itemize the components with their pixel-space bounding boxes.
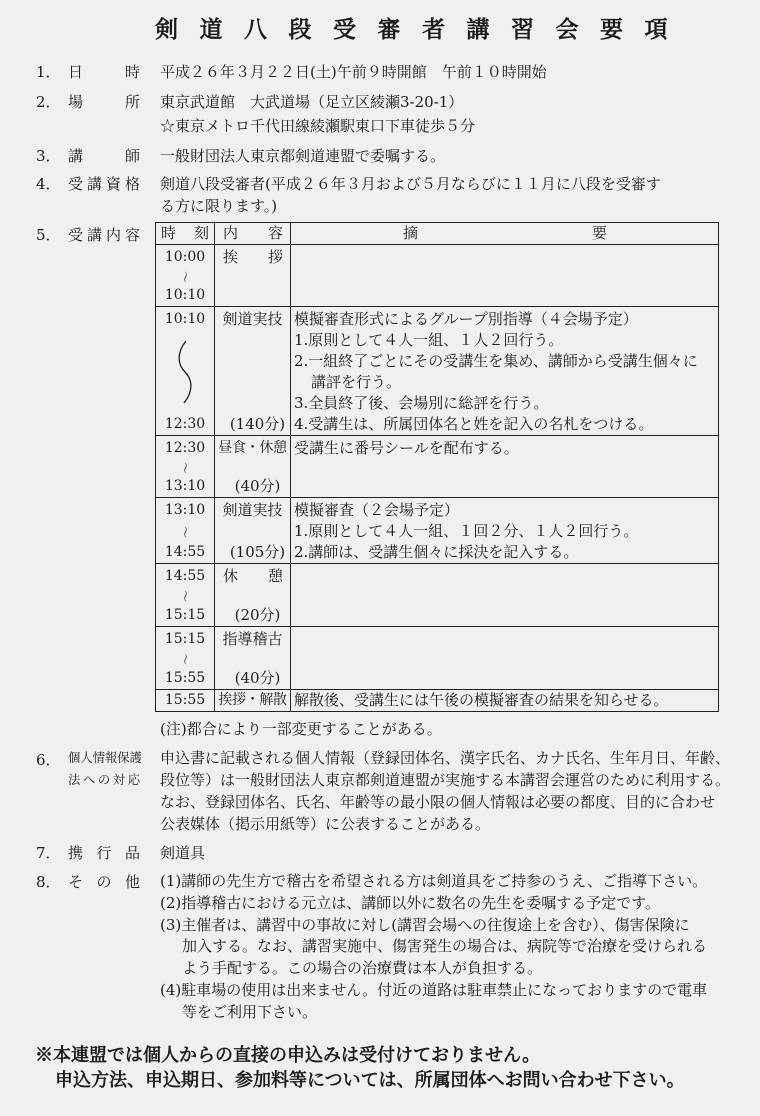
content-line: (2)指導稽古における元立は、講師以外に数名の先生を委嘱する予定です。	[160, 893, 661, 912]
item-name	[215, 248, 290, 267]
range-mark: 〜	[177, 270, 192, 283]
spread-char: の	[97, 773, 111, 787]
item-label	[68, 145, 140, 167]
time-cell	[156, 436, 215, 498]
time-cell	[156, 627, 215, 690]
item-duration: (40分)	[234, 669, 281, 687]
summary-cell	[291, 498, 719, 564]
end-time: 12:30	[164, 416, 206, 432]
summary-line: 模擬審査形式によるグループ別指導（４会場予定）	[294, 310, 638, 328]
long-range-mark	[176, 340, 194, 404]
spread-char: 法	[68, 773, 81, 787]
spread-char: 人	[80, 751, 93, 765]
spread-char: 対	[112, 773, 126, 787]
item-name: 剣道実技	[222, 501, 283, 519]
item-label	[68, 871, 140, 893]
item-number: 6．	[36, 751, 61, 769]
item-duration: (40分)	[234, 477, 281, 495]
spread-char: 所	[124, 93, 140, 111]
item-content	[160, 61, 547, 83]
summary-cell	[291, 436, 719, 498]
header-time	[156, 223, 215, 245]
end-time: 14:55	[164, 544, 206, 560]
item-other	[0, 871, 760, 1021]
item-label	[68, 842, 140, 864]
spread-char: 報	[104, 751, 118, 765]
spread-char: 要	[591, 224, 607, 242]
item-label-line	[68, 769, 140, 791]
item-name	[215, 567, 290, 586]
range-mark: 〜	[177, 525, 192, 538]
spread-char: 刻	[193, 224, 209, 242]
item-name: 剣道実技	[222, 310, 283, 328]
item-name: 昼食・休憩	[218, 440, 287, 456]
end-time: 15:15	[164, 607, 206, 623]
spread-char: 携	[68, 844, 84, 862]
content-line: (4)駐車場の使用は出来ません。付近の道路は駐車禁止になっておりますので電車	[160, 980, 708, 999]
document-title: 剣道八段受審者講習会要項	[155, 16, 689, 43]
summary-line: 講評を行う。	[311, 373, 402, 391]
spread-char: 行	[96, 844, 112, 862]
item-number: 5．	[36, 226, 61, 244]
summary-line: 受講生に番号シールを配布する。	[294, 439, 519, 457]
content-line: 平成２６年３月２２日(土)午前９時開館 午前１０時開始	[160, 63, 547, 81]
item-venue	[0, 90, 760, 135]
spread-char: 場	[68, 93, 84, 111]
range-mark: 〜	[177, 652, 192, 666]
content-line: 加入する。なお、講習実施中、傷害発生の場合は、病院等で治療を受けられる	[182, 937, 708, 956]
content-line: る方に限ります。)	[160, 197, 278, 215]
content-line: 剣道具	[160, 844, 206, 862]
item-content	[160, 90, 475, 138]
start-time: 13:10	[164, 502, 206, 518]
item-label-line	[68, 747, 140, 769]
summary-line: 2.一組終了ごとにその受講生を集め、講師から受講生個々に	[294, 352, 698, 370]
item-label	[68, 224, 140, 246]
spread-char: 他	[124, 873, 140, 891]
content-line: なお、登録団体名、氏名、年齢等の最小限の個人情報は必要の都度、目的に合わせ	[160, 793, 716, 811]
item-content	[160, 145, 445, 167]
time-cell	[156, 498, 215, 564]
item-number: 4．	[36, 175, 61, 193]
item-content	[160, 747, 730, 835]
summary-line: 2.講師は、受講生個々に採決を記入する。	[294, 543, 579, 561]
spread-char: 時	[124, 63, 140, 81]
content-line: ☆東京メトロ千代田線綾瀬駅東口下車徒歩５分	[160, 117, 476, 135]
spread-char: へ	[82, 773, 96, 787]
item-cell	[215, 498, 291, 564]
spread-char: 情	[92, 751, 105, 765]
item-label	[68, 90, 140, 114]
footer-notice	[35, 1043, 685, 1093]
item-number: 8．	[36, 873, 61, 891]
end-time: 13:10	[164, 478, 206, 494]
spread-char: 容	[267, 224, 283, 242]
summary-cell	[291, 307, 719, 436]
spread-char: 受	[68, 226, 84, 244]
range-mark: 〜	[177, 589, 192, 603]
summary-line: 1.原則として４人一組、１回２分、１人２回行う。	[294, 522, 639, 540]
content-line: (3)主催者は、講習中の事故に対し(講習会場への往復途上を含む）、傷害保険に	[160, 915, 690, 934]
start-time: 10:00	[164, 249, 206, 265]
spread-char: の	[96, 873, 112, 891]
content-line: 東京武道館 大武道場（足立区綾瀬3-20-1）	[160, 93, 464, 111]
summary-line: 模擬審査（２会場予定）	[294, 501, 460, 519]
footer-line: 申込方法、申込期日、参加料等については、所属団体へお問い合わせ下さい。	[55, 1070, 685, 1091]
end-time: 15:55	[164, 670, 206, 686]
spread-char: 日	[68, 63, 84, 81]
spread-char: 品	[124, 844, 140, 862]
content-line: よう手配する。この場合の治療費は本人が負担する。	[182, 959, 543, 978]
summary-line: 解散後、受講生には午後の模擬審査の結果を知らせる。	[294, 691, 669, 709]
item-cell	[215, 436, 291, 498]
spread-char: 拶	[267, 248, 283, 266]
time-cell	[156, 245, 215, 307]
item-cell	[215, 245, 291, 307]
start-time: 14:55	[164, 568, 206, 584]
item-date	[0, 61, 760, 85]
header-item	[215, 223, 291, 245]
spread-char: 内	[105, 226, 121, 244]
item-number: 2．	[36, 93, 61, 111]
schedule-table	[155, 222, 719, 712]
range-mark: 〜	[177, 461, 192, 474]
content-line: 申込書に記載される個人情報（登録団体名、漢字氏名、カナ氏名、生年月日、年齢、	[160, 749, 731, 767]
item-number: 1．	[36, 63, 61, 81]
item-cell	[215, 627, 291, 690]
time-cell	[156, 690, 215, 712]
content-line: 段位等）は一般財団法人東京都剣道連盟が実施する本講習会運営のために利用する。	[160, 771, 731, 789]
summary-cell	[291, 627, 719, 690]
spread-char: 師	[124, 147, 140, 165]
item-duration: (105分)	[229, 543, 286, 561]
summary-cell	[291, 245, 719, 307]
item-label	[68, 173, 140, 195]
spread-char: 応	[127, 773, 140, 787]
spread-char: 講	[68, 147, 84, 165]
item-privacy	[0, 747, 760, 833]
footer-line: ※本連盟では個人からの直接の申込みは受付けておりません。	[35, 1045, 541, 1066]
item-cell	[215, 564, 291, 627]
item-content	[160, 842, 205, 864]
spread-char: 講	[86, 175, 102, 193]
content-line: 公表媒体（掲示用紙等）に公表することがある。	[160, 815, 491, 833]
summary-line: 4.受講生は、所属団体名と姓を記入の名札をつける。	[294, 415, 654, 433]
summary-cell	[291, 564, 719, 627]
item-name: 指導稽古	[222, 630, 283, 648]
spread-char: 休	[223, 567, 239, 585]
header-summary	[291, 223, 719, 245]
spread-char: 格	[124, 175, 140, 193]
spread-char: そ	[68, 873, 84, 891]
content-line: 一般財団法人東京都剣道連盟で委嘱する。	[160, 147, 446, 165]
item-content	[160, 871, 707, 1024]
spread-char: 内	[223, 224, 239, 242]
item-duration: (20分)	[234, 606, 281, 624]
spread-char: 憩	[267, 567, 283, 585]
spread-char: 個	[68, 751, 81, 765]
spread-char: 護	[129, 751, 142, 765]
spread-char: 挨	[223, 248, 239, 266]
time-cell	[156, 307, 215, 436]
start-time: 10:10	[164, 311, 206, 327]
content-line: 剣道八段受審者(平成２６年３月および５月ならびに１１月に八段を受審す	[160, 175, 661, 193]
item-name: 挨拶・解散	[218, 692, 287, 708]
item-cell	[215, 690, 291, 712]
item-eligibility	[0, 173, 760, 215]
spread-char: 摘	[403, 224, 419, 242]
item-number: 3．	[36, 147, 61, 165]
item-label	[68, 61, 140, 83]
spread-char: 受	[68, 175, 84, 193]
spread-char: 資	[105, 175, 121, 193]
item-instructors	[0, 145, 760, 169]
summary-line: 3.全員終了後、会場別に総評を行う。	[294, 394, 549, 412]
item-belongings	[0, 842, 760, 866]
spread-char: 講	[86, 226, 102, 244]
start-time: 15:55	[164, 692, 206, 708]
content-line: 等をご利用下さい。	[182, 1002, 318, 1021]
start-time: 15:15	[164, 631, 206, 647]
end-time: 10:10	[164, 287, 206, 303]
item-duration: (140分)	[229, 415, 286, 433]
spread-char: 容	[124, 226, 140, 244]
summary-line: 1.原則として４人一組、１人２回行う。	[294, 331, 564, 349]
time-cell	[156, 564, 215, 627]
item-cell	[215, 307, 291, 436]
spread-char: 時	[161, 224, 177, 242]
item-label	[68, 747, 140, 791]
item-number: 7．	[36, 844, 61, 862]
start-time: 12:30	[164, 440, 206, 456]
summary-cell	[291, 690, 719, 712]
item-content	[160, 173, 661, 217]
schedule-note: (注)都合により一部変更することがある。	[160, 720, 442, 738]
spread-char: 保	[117, 751, 130, 765]
content-line: (1)講師の先生方で稽古を希望される方は剣道具をご持参のうえ、ご指導下さい。	[160, 872, 708, 890]
